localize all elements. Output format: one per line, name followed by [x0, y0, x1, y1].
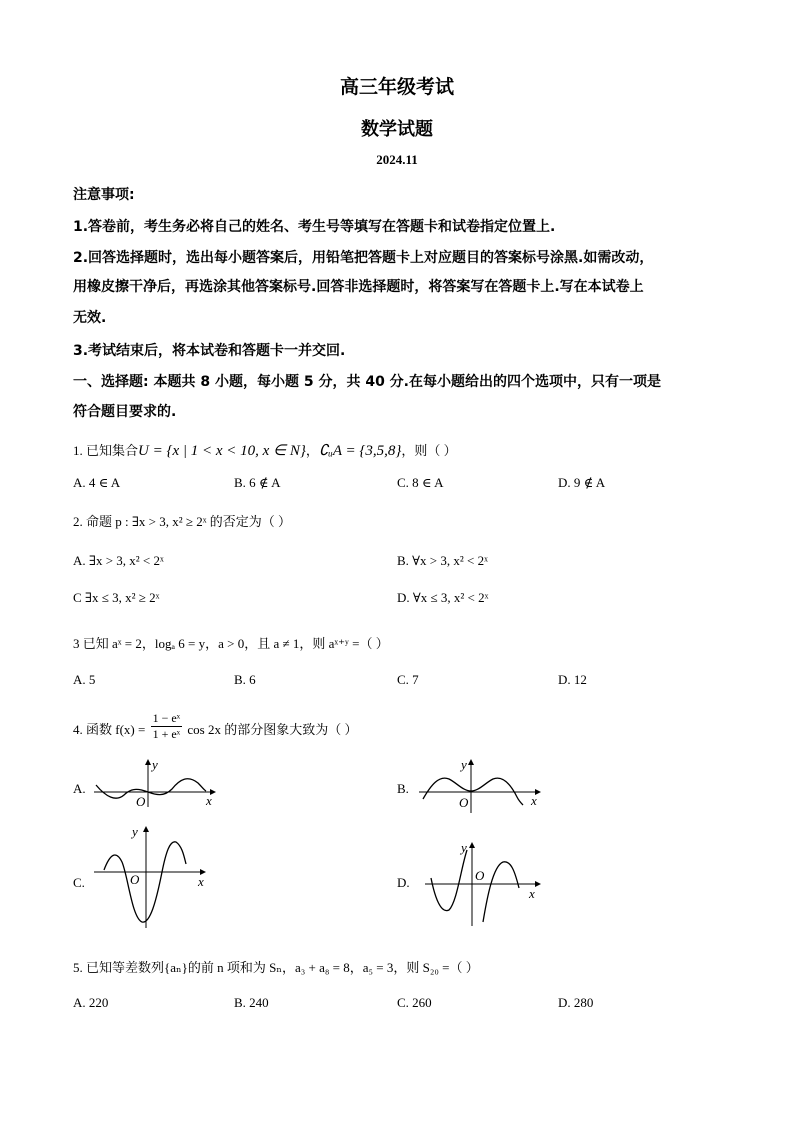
q1-option-d: D. 9 ∉ A — [558, 475, 606, 490]
curve — [96, 779, 206, 798]
q4-numerator: 1 − eˣ — [152, 711, 181, 725]
q3-option-b: B. 6 — [234, 672, 256, 687]
q3-option-c: C. 7 — [397, 672, 419, 687]
q3-option-d: D. 12 — [558, 672, 587, 687]
y-axis-arrow — [468, 759, 474, 765]
origin-label: O — [459, 795, 469, 810]
q4-option-c-label: C. — [73, 875, 85, 890]
q1-stem: 1. 已知集合U = {x | 1 < x < 10, x ∈ N}，∁ᵤA = {3,5,8}，则（ ） — [73, 443, 457, 459]
q5-option-a: A. 220 — [73, 995, 109, 1010]
q4-option-a-label: A. — [73, 781, 86, 796]
y-label: y — [132, 824, 138, 839]
y-axis-arrow — [145, 759, 151, 765]
q3-stem: 3 已知 aˣ = 2，logₐ 6 = y，a > 0，且 a ≠ 1，则 aˣ⁺ʸ =（ ） — [73, 636, 389, 651]
x-label: x — [529, 886, 535, 901]
section-1-line-2: 符合题目要求的. — [73, 404, 177, 420]
notes-heading: 注意事项: — [73, 187, 135, 203]
q2-option-d: D. ∀x ≤ 3, x² < 2ˣ — [397, 590, 489, 605]
q1-option-c: C. 8 ∈ A — [397, 475, 444, 490]
notes-item-2-line-2: 用橡皮擦干净后，再选涂其他答案标号.回答非选择题时，将答案写在答题卡上.写在本试卷上 — [73, 279, 644, 295]
q1-set-u: U = {x | 1 < x < 10, x ∈ N} — [138, 443, 306, 459]
q4-prefix: 4. 函数 f(x) = — [73, 722, 146, 737]
section-1-line-1: 一、选择题: 本题共 8 小题，每小题 5 分，共 40 分.在每小题给出的四个选项中，只有一项是 — [73, 374, 661, 390]
q2-option-c: C ∃x ≤ 3, x² ≥ 2ˣ — [73, 590, 160, 605]
y-label: y — [461, 840, 467, 855]
q5-option-d: D. 280 — [558, 995, 594, 1010]
q1-option-b: B. 6 ∉ A — [234, 475, 281, 490]
origin-label: O — [136, 794, 146, 809]
notes-item-2-line-3: 无效. — [73, 310, 107, 326]
origin-label: O — [475, 868, 485, 883]
x-axis-arrow — [535, 881, 541, 887]
q2-option-b: B. ∀x > 3, x² < 2ˣ — [397, 553, 488, 568]
q2-stem: 2. 命题 p : ∃x > 3, x² ≥ 2ˣ 的否定为（ ） — [73, 514, 292, 529]
q2-option-a: A. ∃x > 3, x² < 2ˣ — [73, 553, 164, 568]
origin-label: O — [130, 872, 140, 887]
exam-subject: 数学试题 — [361, 119, 433, 140]
curve — [104, 842, 186, 922]
y-label: y — [152, 757, 158, 772]
q4-stem — [73, 711, 357, 747]
y-axis-arrow — [143, 826, 149, 832]
curve-left — [431, 850, 467, 911]
q4-graph-d — [417, 838, 547, 928]
q4-suffix: cos 2x 的部分图象大致为（ ） — [187, 722, 358, 737]
q4-graph-c — [92, 822, 222, 930]
q4-denominator: 1 + eˣ — [152, 727, 181, 741]
q3-option-a: A. 5 — [73, 672, 96, 687]
q4-option-b-label: B. — [397, 781, 409, 796]
curve-right — [483, 862, 519, 922]
q1-suffix: ，则（ ） — [401, 443, 457, 458]
q4-graph-b — [417, 757, 547, 815]
exam-date: 2024.11 — [376, 152, 418, 167]
q4-graph-a — [92, 757, 222, 809]
x-label: x — [206, 793, 212, 808]
x-label: x — [531, 793, 537, 808]
y-label: y — [461, 757, 467, 772]
q1-complement: ∁ᵤA = {3,5,8} — [318, 443, 402, 459]
q5-stem: 5. 已知等差数列{aₙ}的前 n 项和为 Sₙ，a₃ + a₈ = 8，a₅ = 3，则 S₂₀ =（ ） — [73, 960, 479, 975]
x-label: x — [198, 874, 204, 889]
q5-option-b: B. 240 — [234, 995, 269, 1010]
q1-option-a: A. 4 ∈ A — [73, 475, 121, 490]
q1-prefix: 1. 已知集合 — [73, 443, 139, 458]
q5-option-c: C. 260 — [397, 995, 432, 1010]
notes-item-3: 3.考试结束后，将本试卷和答题卡一并交回. — [73, 343, 346, 359]
y-axis-arrow — [469, 842, 475, 848]
notes-item-1: 1.答卷前，考生务必将自己的姓名、考生号等填写在答题卡和试卷指定位置上. — [73, 219, 556, 235]
q4-fraction — [151, 711, 183, 742]
q4-option-d-label: D. — [397, 875, 410, 890]
exam-title: 高三年级考试 — [339, 76, 454, 98]
notes-item-2-line-1: 2.回答选择题时，选出每小题答案后，用铅笔把答题卡上对应题目的答案标号涂黑.如需改动， — [73, 250, 654, 266]
